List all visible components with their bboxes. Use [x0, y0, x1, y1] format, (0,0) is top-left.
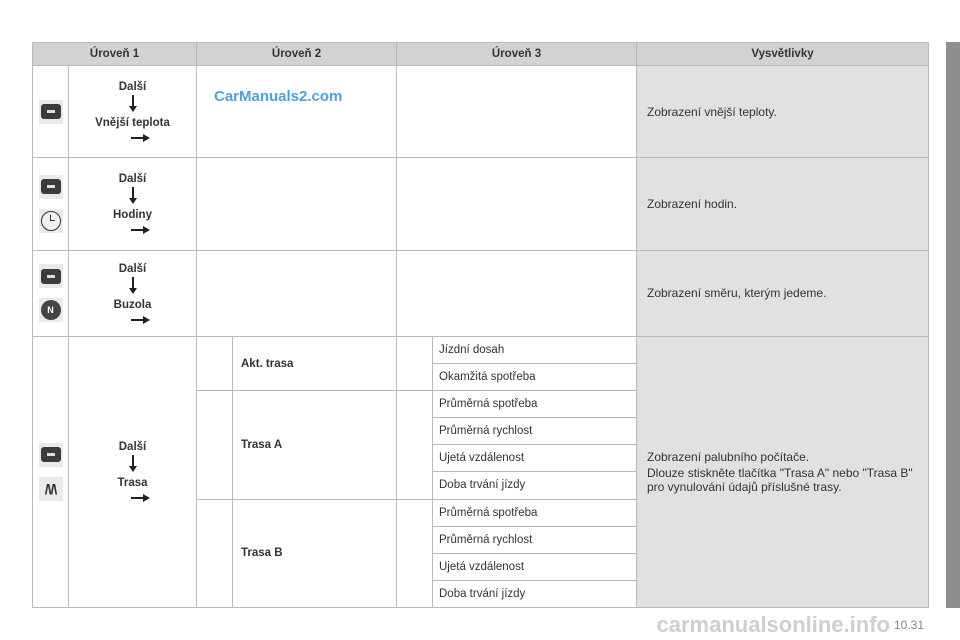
level3-a-distance: Ujetá vzdálenost	[433, 445, 637, 472]
header-level-1: Úroveň 1	[33, 43, 197, 66]
key-icon	[41, 104, 61, 119]
level3-b-distance: Ujetá vzdálenost	[433, 553, 637, 580]
level2-trip-a: Trasa A	[233, 391, 397, 499]
watermark-top: CarManuals2.com	[214, 88, 343, 105]
explanation-compass: Zobrazení směru, kterým jedeme.	[637, 250, 929, 336]
arrow-right-icon	[131, 225, 151, 235]
arrow-right-icon	[131, 133, 151, 143]
watermark-footer: carmanualsonline.info	[656, 612, 890, 637]
arrow-down-icon	[128, 455, 138, 473]
level1-label-trip: Trasa	[117, 477, 148, 490]
level3-b-duration: Doba trvání jízdy	[433, 580, 637, 607]
arrow-down-icon	[128, 95, 138, 113]
level3-a-avg-consumption: Průměrná spotřeba	[433, 391, 637, 418]
level3-instant-consumption: Okamžitá spotřeba	[433, 364, 637, 391]
arrow-down-icon	[128, 187, 138, 205]
level1-label-next: Další	[118, 81, 147, 94]
level2-trip-b: Trasa B	[233, 499, 397, 607]
table-row	[33, 158, 929, 250]
level2-current-trip: Akt. trasa	[233, 336, 397, 390]
arrow-right-icon	[131, 493, 151, 503]
level1-label-next: Další	[118, 173, 147, 186]
header-level-2: Úroveň 2	[197, 43, 397, 66]
explanation-trip-line1: Zobrazení palubního počítače.	[647, 449, 810, 464]
level1-label-clock: Hodiny	[113, 209, 152, 222]
level1-label-outside-temp: Vnější teplota	[95, 117, 170, 130]
table-row	[33, 250, 929, 336]
level1-label-compass: Buzola	[113, 298, 152, 311]
level1-label-next: Další	[118, 441, 147, 454]
header-level-3: Úroveň 3	[397, 43, 637, 66]
table-header-row	[33, 43, 929, 66]
compass-icon: N	[41, 300, 61, 320]
key-icon	[41, 269, 61, 284]
explanation-clock: Zobrazení hodin.	[637, 158, 929, 250]
level3-b-avg-speed: Průměrná rychlost	[433, 526, 637, 553]
clock-icon	[41, 211, 61, 231]
table-row	[33, 66, 929, 158]
level1-label-next: Další	[118, 262, 147, 275]
explanation-outside-temp: Zobrazení vnější teploty.	[637, 66, 929, 158]
page-number: 10.31	[893, 618, 924, 632]
key-icon	[41, 179, 61, 194]
level3-a-avg-speed: Průměrná rychlost	[433, 418, 637, 445]
table-row	[33, 336, 929, 363]
header-explanation: Vysvětlivky	[637, 43, 929, 66]
arrow-right-icon	[131, 315, 151, 325]
explanation-trip-line2: Dlouze stiskněte tlačítka "Trasa A" nebo "Trasa B" pro vynulování údajů příslušné trasy.	[647, 465, 913, 494]
level3-b-avg-consumption: Průměrná spotřeba	[433, 499, 637, 526]
level3-a-duration: Doba trvání jízdy	[433, 472, 637, 499]
explanation-trip	[637, 336, 929, 607]
level3-range: Jízdní dosah	[433, 336, 637, 363]
arrow-down-icon	[128, 277, 138, 295]
key-icon	[41, 447, 61, 462]
road-icon: /\/\	[44, 480, 57, 497]
menu-table	[32, 42, 929, 608]
section-side-bar	[946, 42, 960, 608]
